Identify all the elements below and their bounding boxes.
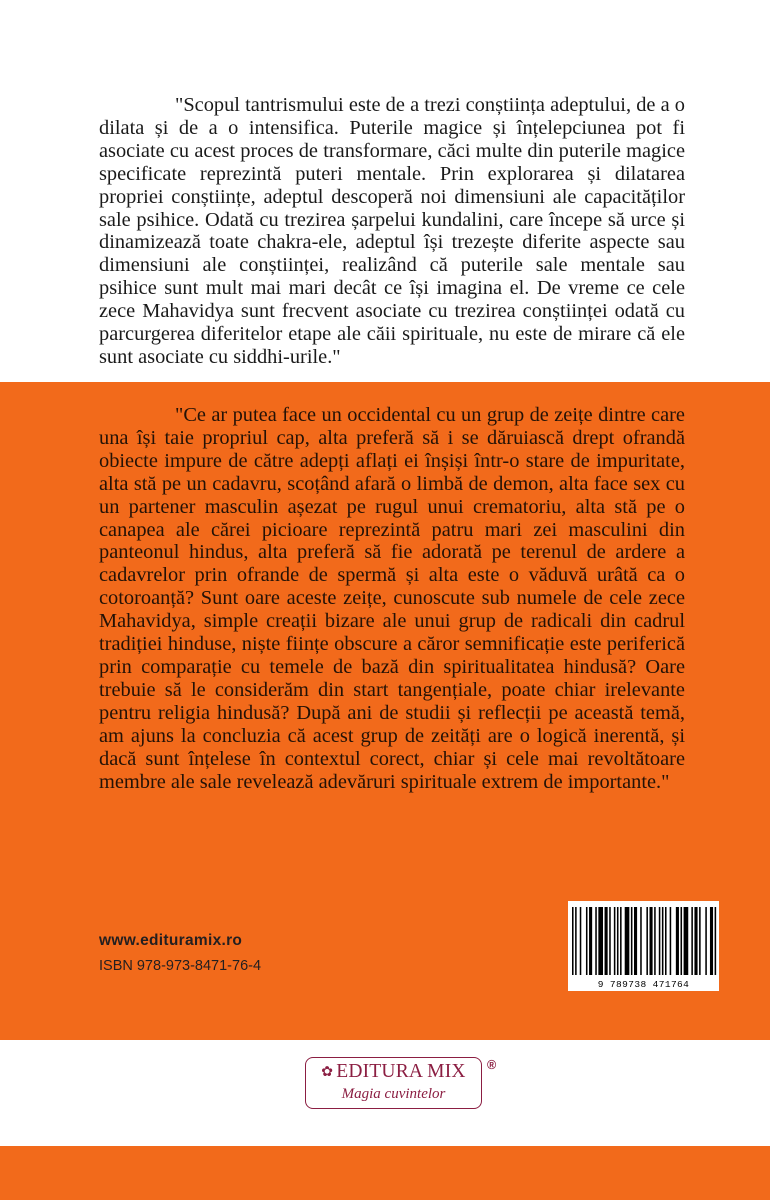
barcode-bar: [662, 907, 664, 975]
barcode-bars: [568, 901, 719, 977]
barcode-bar: [699, 907, 701, 975]
barcode-bar: [598, 907, 603, 975]
barcode-bar: [646, 907, 648, 975]
barcode-bar: [575, 907, 577, 975]
barcode-bar: [654, 907, 656, 975]
publisher-website: www.edituramix.ro: [99, 932, 243, 949]
barcode-bar: [617, 907, 619, 975]
isbn-text: ISBN 978-973-8471-76-4: [99, 958, 262, 974]
second-quote: "Ce ar putea face un occidental cu un grup de zeițe dintre care una își taie propriul cap, alta preferă să i se dăruiască drept ofrandă obiecte impure de către adepți aflați ei înșiși într-o stare de impuritate, alta stă pe un cadavru, scoțând afară o limbă de demon, alta face sex cu un partener masculin așezat pe rugul unui crematoriu, alta stă pe o canapea ale cărei picioare reprezintă patru mari zei masculini din panteonul hindus, alta preferă să fie adorată pe terenul de ardere a cadavrelor prin ofrande de spermă și alta este o văduvă urâtă ca o cotoroanță? Sunt oare aceste zeițe, cunoscute sub numele de cele zece Mahavidya, simple creații bizare ale unui grup de radicali din cadrul tradiției hinduse, niște ființe obscure a căror semnificație este periferică prin comparație cu temele de bază din spiritualitatea hindusă? Oare trebuie să le considerăm din start tangențiale, poate chiar irelevante pentru religia hindusă? După ani de studii și reflecții pe această temă, am ajuns la concluzia că acest grup de zeități are o logică inerentă, și dacă sunt înțelese în contextul corect, chiar și cele mai revoltătoare membre ale sale revelează adevăruri spirituale extrem de importante.": [99, 404, 685, 793]
barcode-bar: [684, 907, 689, 975]
barcode-bar: [640, 907, 642, 975]
barcode-bar: [694, 907, 697, 975]
logo-name: EDITURA MIX: [336, 1061, 466, 1082]
barcode-bar: [625, 907, 630, 975]
barcode-bar: [705, 907, 707, 975]
barcode: [568, 901, 719, 991]
barcode-bar: [580, 907, 582, 975]
barcode-bar: [634, 907, 637, 975]
barcode-bar: [586, 907, 588, 975]
barcode-bar: [670, 907, 672, 975]
barcode-bar: [609, 907, 611, 975]
bottom-orange-strip: [0, 1146, 770, 1200]
barcode-bar: [589, 907, 592, 975]
barcode-bar: [676, 907, 679, 975]
barcode-bar: [715, 907, 717, 975]
registered-mark: ®: [487, 1058, 497, 1072]
logo-tagline: Magia cuvintelor: [341, 1086, 446, 1102]
barcode-bar: [614, 907, 616, 975]
barcode-bar: [605, 907, 608, 975]
barcode-bar: [681, 907, 683, 975]
barcode-bar: [691, 907, 693, 975]
barcode-bar: [650, 907, 653, 975]
barcode-bar: [572, 907, 574, 975]
barcode-digits: 9 789738 471764: [597, 979, 690, 990]
barcode-bar: [659, 907, 661, 975]
barcode-bar: [665, 907, 667, 975]
barcode-bar: [620, 907, 622, 975]
first-quote: "Scopul tantrismului este de a trezi conștiința adeptului, de a o dilata și de a o intensifica. Puterile magice și înțelepciunea pot fi asociate cu acest proces de transformare, căci multe din puterile magice specificate reprezintă puteri mentale. Prin explorarea și dilatarea propriei conștiințe, adeptul descoperă noi dimensiuni ale capacităților sale psihice. Odată cu trezirea șarpelui kundalini, care începe să urce și dinamizează toate chakra-ele, adeptul își trezește diferite aspecte sau dimensiuni ale conștiinței, realizând că puterile sale mentale sau psihice sunt mult mai mari decât ce își imagina el. De vreme ce cele zece Mahavidya sunt frecvent asociate cu trezirea conștiinței odată cu parcurgerea diferitelor etape ale căii spirituale, nu este de mirare că ele sunt asociate cu siddhi-urile.": [99, 94, 685, 368]
barcode-bar: [710, 907, 713, 975]
publisher-logo: [305, 1057, 482, 1109]
barcode-bar: [595, 907, 597, 975]
barcode-bar: [631, 907, 633, 975]
flower-icon: ✿: [321, 1065, 334, 1080]
